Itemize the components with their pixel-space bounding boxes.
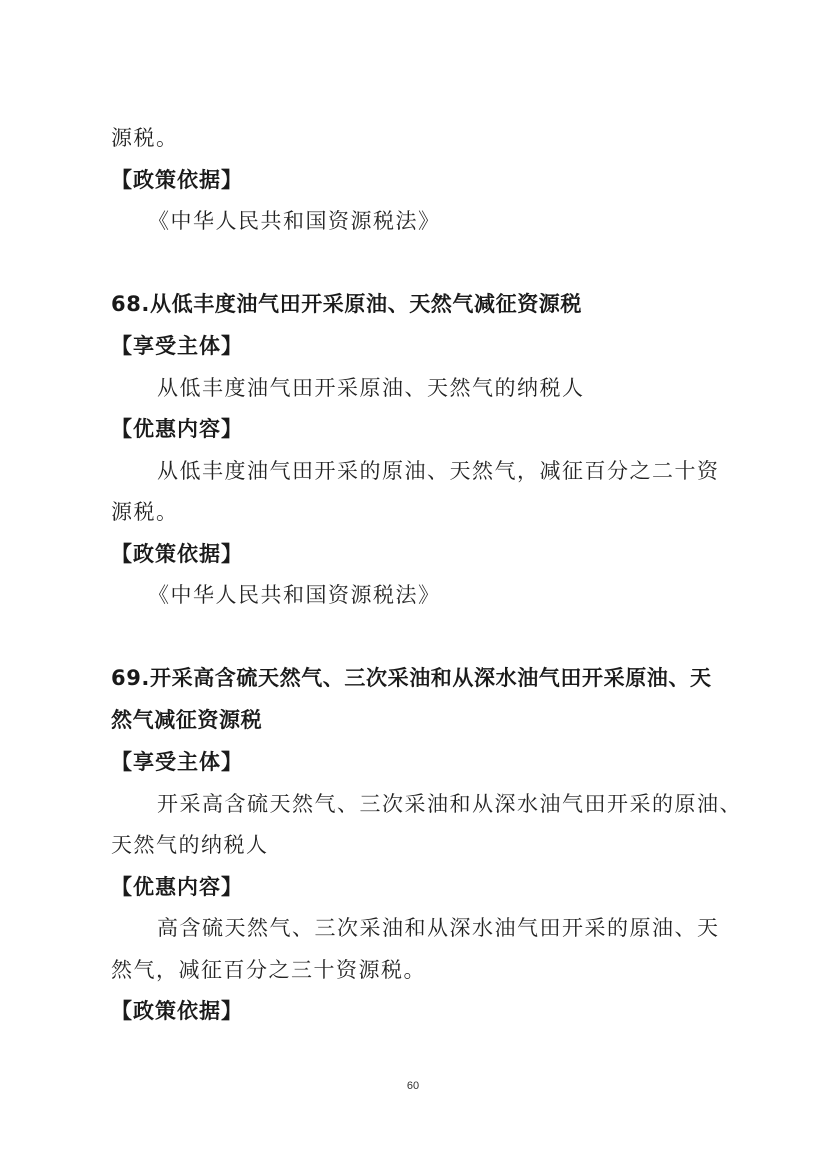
paragraph-continuation: 源税。 — [111, 126, 179, 150]
section-label-preference: 【优惠内容】 — [111, 875, 243, 899]
section-label-policy-basis: 【政策依据】 — [111, 542, 243, 566]
section-label-beneficiary: 【享受主体】 — [111, 750, 243, 774]
preference-text-line-2: 源税。 — [111, 500, 179, 524]
item-69-heading-line-2: 然气减征资源税 — [111, 708, 263, 732]
preference-text-line-1: 高含硫天然气、三次采油和从深水油气田开采的原油、天 — [157, 916, 720, 940]
page-number: 60 — [406, 1080, 420, 1092]
section-label-beneficiary: 【享受主体】 — [111, 334, 243, 358]
policy-basis-text: 《中华人民共和国资源税法》 — [148, 209, 441, 233]
beneficiary-text-line-2: 天然气的纳税人 — [111, 833, 269, 857]
section-label-policy-basis: 【政策依据】 — [111, 999, 243, 1023]
section-label-policy-basis: 【政策依据】 — [111, 168, 243, 192]
item-69-heading-line-1: 69.开采高含硫天然气、三次采油和从深水油气田开采原油、天 — [111, 666, 712, 690]
preference-text-line-2: 然气，减征百分之三十资源税。 — [111, 958, 426, 982]
item-68-heading: 68.从低丰度油气田开采原油、天然气减征资源税 — [111, 292, 582, 316]
beneficiary-text: 从低丰度油气田开采原油、天然气的纳税人 — [157, 376, 585, 400]
section-label-preference: 【优惠内容】 — [111, 417, 243, 441]
beneficiary-text-line-1: 开采高含硫天然气、三次采油和从深水油气田开采的原油、 — [157, 792, 742, 816]
preference-text-line-1: 从低丰度油气田开采的原油、天然气，减征百分之二十资 — [157, 459, 720, 483]
policy-basis-text: 《中华人民共和国资源税法》 — [148, 583, 441, 607]
